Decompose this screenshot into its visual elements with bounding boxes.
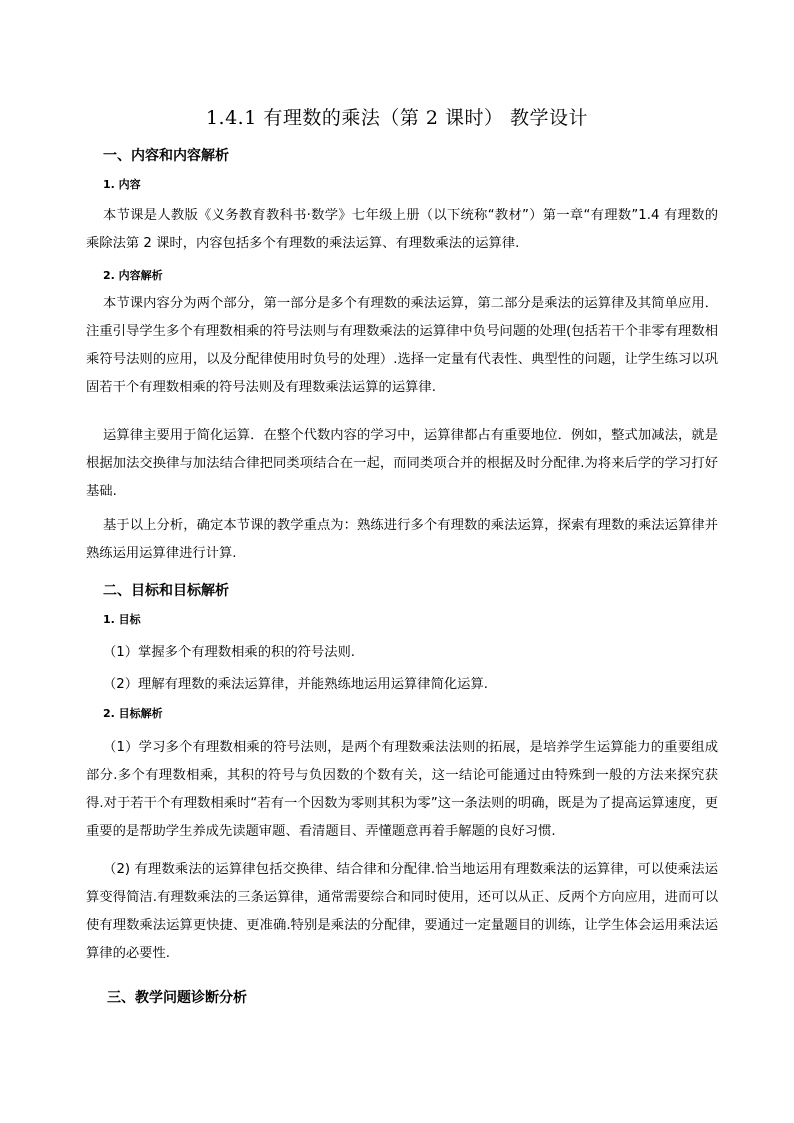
paragraph-objectives-analysis-1: （1）学习多个有理数相乘的符号法则，是两个有理数乘法法则的拓展，是培养学生运算能力的重要组成部分.多个有理数相乘，其积的符号与负因数的个数有关，这一结论可能通过由特殊到一般的方法来探究获得.对于若干个有理数相乘时“若有一个因数为零则其积为零”这一条法则的明确，既是为了提高运算速度，更重要的是帮助学生养成先读题审题、看清题目、弄懂题意再着手解题的良好习惯.	[86, 740, 718, 839]
document-title: 1.4.1 有理数的乘法（第 2 课时） 教学设计	[205, 107, 589, 129]
paragraph-content-analysis-1: 本节课内容分为两个部分，第一部分是多个有理数的乘法运算，第二部分是乘法的运算律及其简单应用．注重引导学生多个有理数相乘的符号法则与有理数乘法的运算律中负号问题的处理(包括若干个非零有理数相乘符号法则的应用，以及分配律使用时负号的处理）.选择一定量有代表性、典型性的问题，让学生练习以巩固若干个有理数相乘的符号法则及有理数乘法运算的运算律.	[86, 296, 718, 395]
section-heading-content: 一、内容和内容解析	[103, 148, 229, 164]
paragraph-content-description: 本节课是人教版《义务教育教科书·数学》七年级上册（以下统称“教材”）第一章“有理数”1.4 有理数的乘除法第 2 课时，内容包括多个有理数的乘法运算、有理数乘法的运算律.	[86, 208, 718, 251]
paragraph-objectives-analysis-2: （2) 有理数乘法的运算律包括交换律、结合律和分配律.恰当地运用有理数乘法的运算律，可以使乘法运算变得简洁.有理数乘法的三条运算律，通常需要综合和同时使用，还可以从正、反两个方向应用，进而可以使有理数乘法运算更快捷、更准确.特别是乘法的分配律，要通过一定量题目的训练，让学生体会运用乘法运算律的必要性.	[86, 862, 718, 961]
paragraph-content-analysis-3: 基于以上分析，确定本节课的教学重点为：熟练进行多个有理数的乘法运算，探索有理数的乘法运算律并熟练运用运算律进行计算.	[86, 518, 718, 561]
objective-item-1: （1）掌握多个有理数相乘的积的符号法则.	[103, 645, 356, 660]
paragraph-content-analysis-2: 运算律主要用于简化运算．在整个代数内容的学习中，运算律都占有重要地位．例如，整式加减法，就是根据加法交换律与加法结合律把同类项结合在一起，而同类项合并的根据及时分配律.为将来后学的学习打好基础.	[86, 428, 718, 499]
subheading-content: 1. 内容	[103, 178, 141, 191]
subheading-objectives-analysis: 2. 目标解析	[103, 707, 163, 720]
section-heading-objectives: 二、目标和目标解析	[103, 583, 229, 599]
objective-item-2: （2）理解有理数的乘法运算律，并能熟练地运用运算律简化运算.	[103, 677, 488, 692]
subheading-objectives: 1. 目标	[103, 613, 141, 626]
subheading-content-analysis: 2. 内容解析	[103, 269, 163, 282]
section-heading-diagnosis: 三、教学问题诊断分析	[107, 990, 247, 1006]
